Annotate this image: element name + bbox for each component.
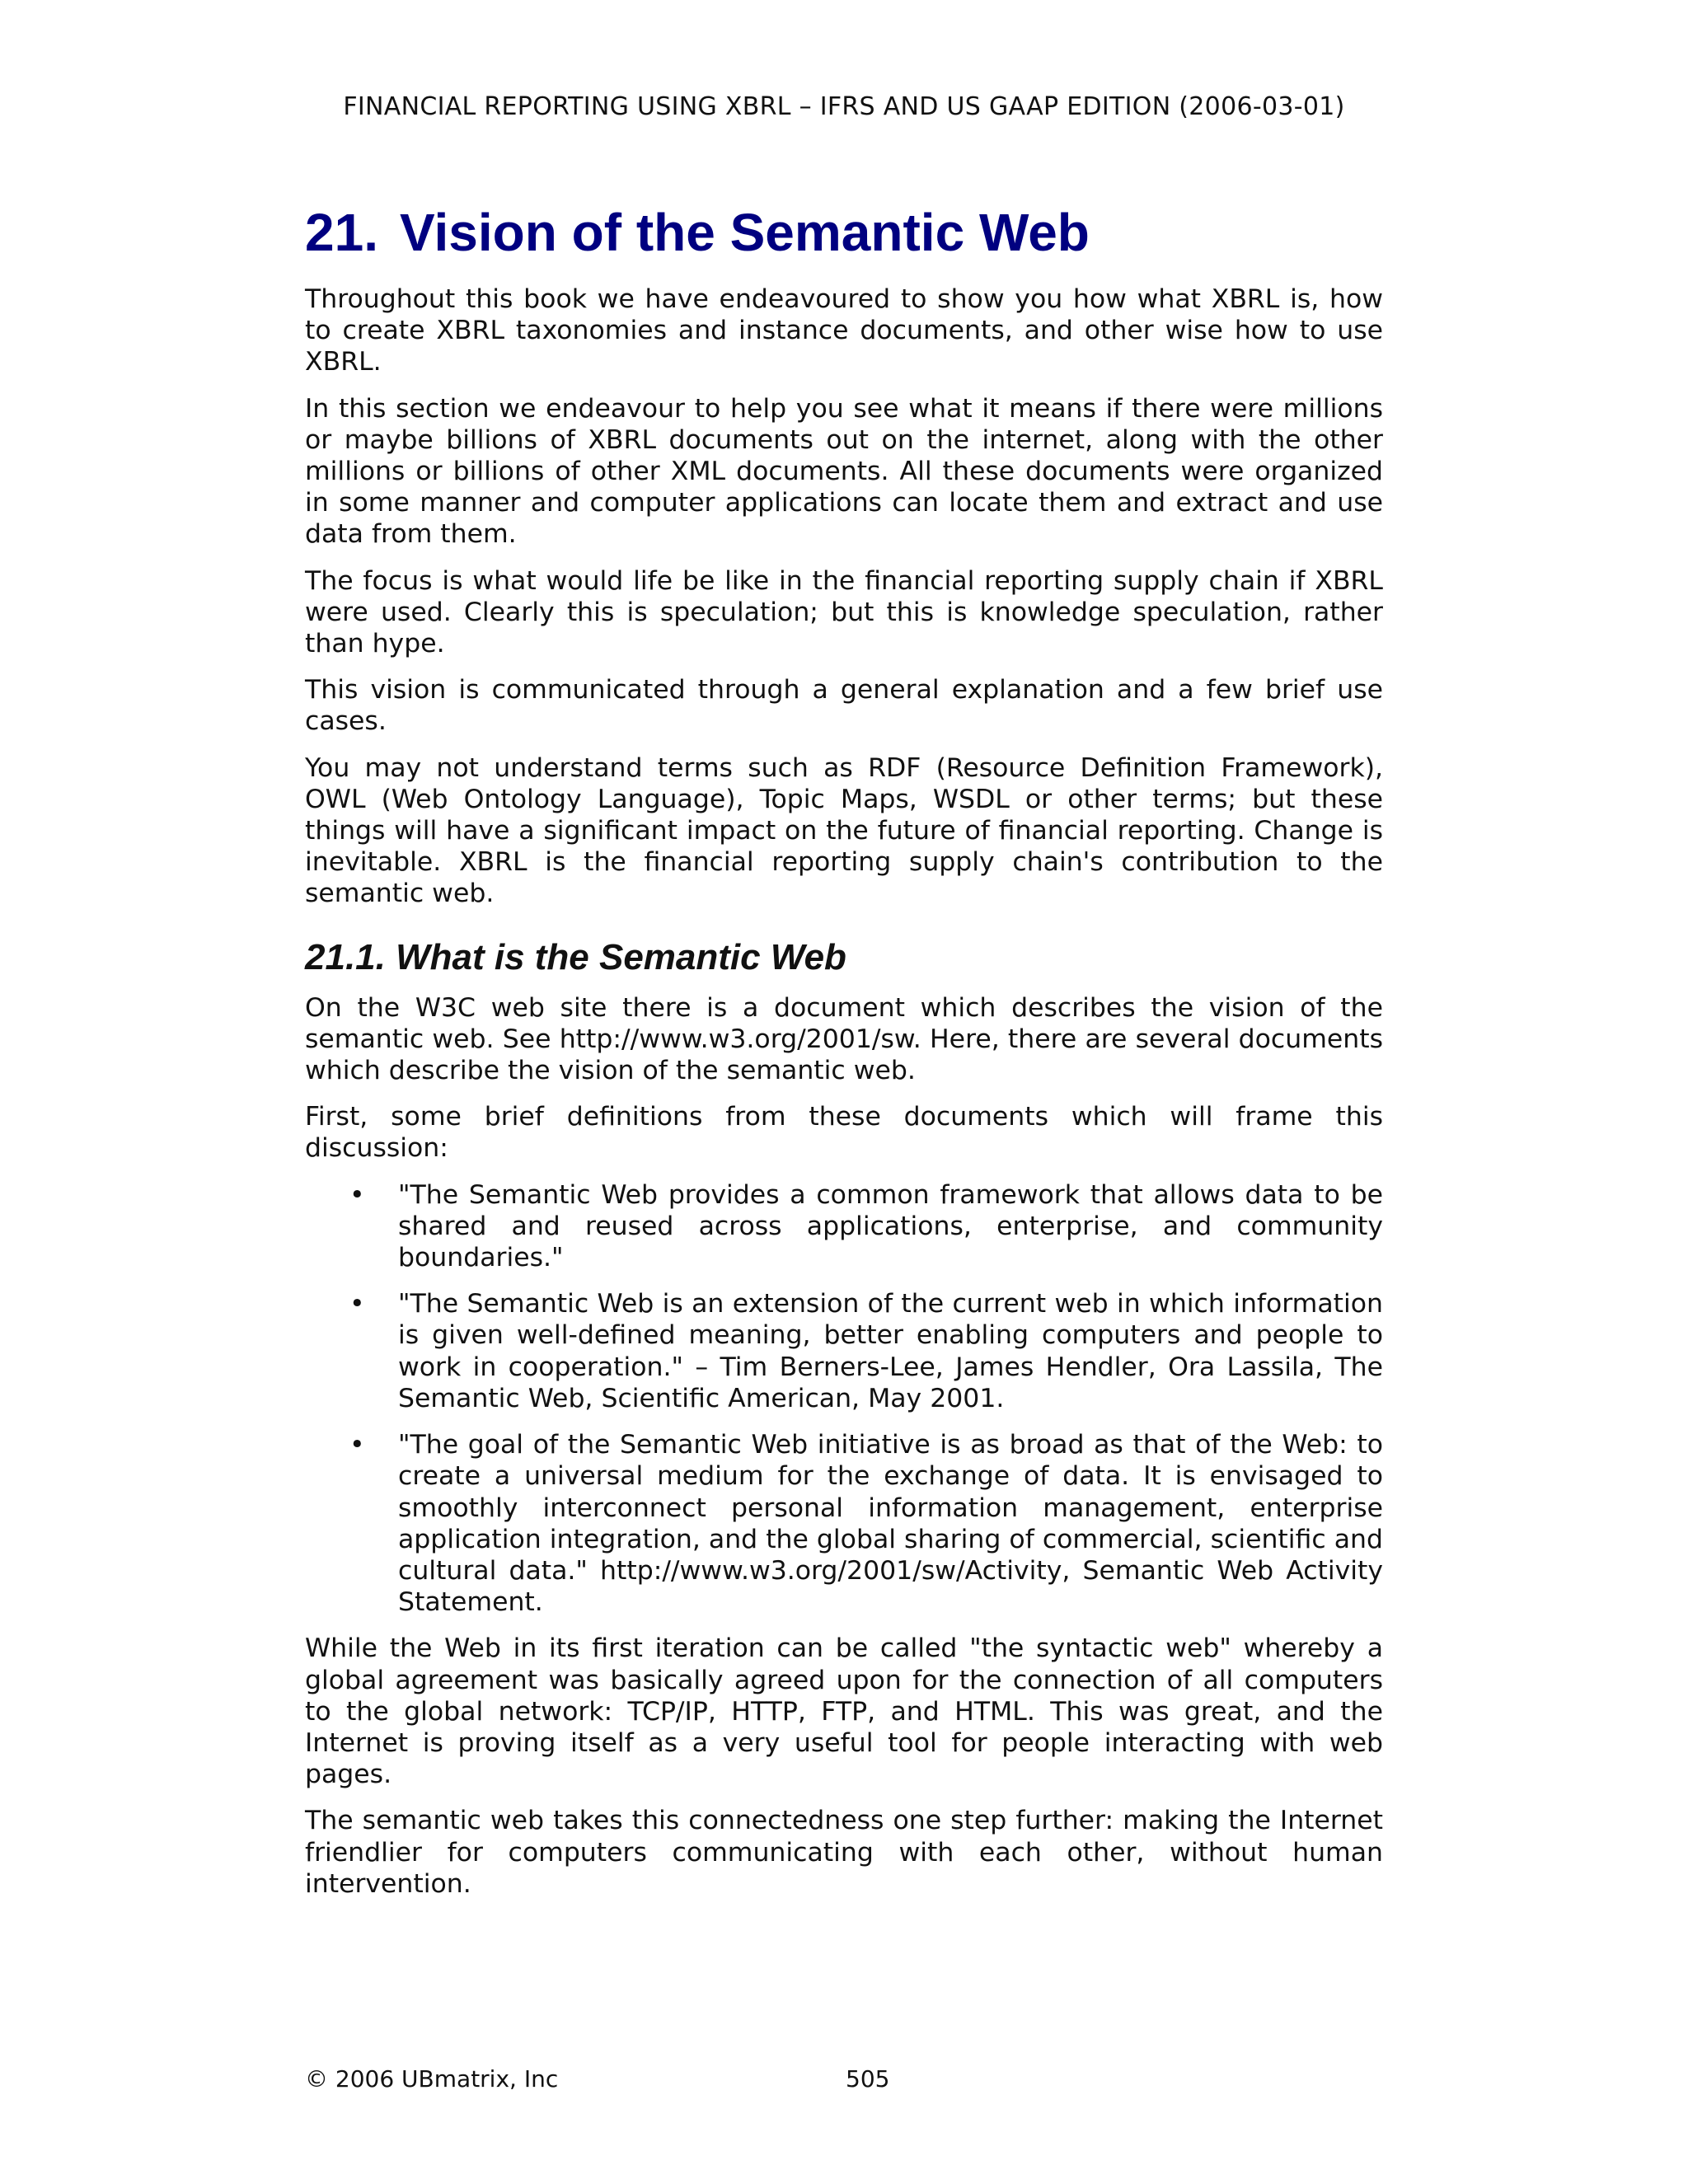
bullet-icon: •	[349, 1430, 365, 1460]
section-title: 21.1. What is the Semantic Web	[305, 936, 846, 977]
intro-paragraph: This vision is communicated through a general explanation and a few brief use cases.	[305, 675, 1383, 737]
section-paragraph: The semantic web takes this connectedness one step further: making the Internet friendlier for computers communicating with each other, without human intervention.	[305, 1806, 1383, 1899]
footer-copyright: © 2006 UBmatrix, Inc	[305, 2065, 559, 2093]
page-number: 505	[846, 2065, 890, 2093]
section-paragraph: While the Web in its first iteration can be called "the syntactic web" whereby a global agreement was basically agreed upon for the connection of all computers to the global network: TCP/IP, HTTP, FTP, and HTML. This was great, and the Internet is proving itself as a very useful tool for people interacting with web pages.	[305, 1633, 1383, 1790]
list-item	[305, 1179, 1383, 1274]
section-paragraph: First, some brief definitions from these documents which will frame this discussion:	[305, 1102, 1383, 1164]
list-item-text: "The goal of the Semantic Web initiative is as broad as that of the Web: to create a universal medium for the exchange of data. It is envisaged to smoothly interconnect personal information management, enterprise application integration, and the global sharing of commercial, scientific and cultural data." http://www.w3.org/2001/sw/Activity, Semantic Web Activity Statement.	[398, 1430, 1383, 1618]
bullet-icon: •	[349, 1179, 365, 1210]
intro-paragraph: In this section we endeavour to help you see what it means if there were millions or maybe billions of XBRL documents out on the internet, along with the other millions or billions of other XML documents. All these documents were organized in some manner and computer applications can locate them and extract and use data from them.	[305, 393, 1383, 550]
intro-paragraph: You may not understand terms such as RDF (Resource Definition Framework), OWL (Web Ontology Language), Topic Maps, WSDL or other terms; but these things will have a significant impact on the future of financial reporting. Change is inevitable. XBRL is the financial reporting supply chain's contribution to the semantic web.	[305, 752, 1383, 909]
list-item-text: "The Semantic Web is an extension of the current web in which information is given well-defined meaning, better enabling computers and people to work in cooperation." – Tim Berners-Lee, James Hendler, Ora Lassila, The Semantic Web, Scientific American, May 2001.	[398, 1289, 1383, 1413]
page-content	[305, 198, 1383, 1915]
chapter-title-text: Vision of the Semantic Web	[399, 203, 1090, 262]
intro-paragraph: The focus is what would life be like in the financial reporting supply chain if XBRL were used. Clearly this is speculation; but this is knowledge speculation, rather than hype.	[305, 565, 1383, 659]
list-item	[305, 1288, 1383, 1414]
list-item	[305, 1429, 1383, 1618]
chapter-number: 21.	[305, 203, 378, 262]
running-header-text: FINANCIAL REPORTING USING XBRL – IFRS AND US GAAP EDITION (2006-03-01)	[343, 92, 1345, 121]
definitions-list	[305, 1179, 1383, 1619]
bullet-icon: •	[349, 1289, 365, 1319]
section-paragraph: On the W3C web site there is a document which describes the vision of the semantic web. See http://www.w3.org/2001/sw. Here, there are several documents which describe the vision of the semantic web.	[305, 992, 1383, 1086]
chapter-title	[305, 198, 1383, 267]
running-header	[0, 92, 1688, 121]
intro-paragraph: Throughout this book we have endeavoured to show you how what XBRL is, how to create XBRL taxonomies and instance documents, and other wise how to use XBRL.	[305, 284, 1383, 377]
list-item-text: "The Semantic Web provides a common framework that allows data to be shared and reused across applications, enterprise, and community boundaries."	[398, 1179, 1383, 1273]
